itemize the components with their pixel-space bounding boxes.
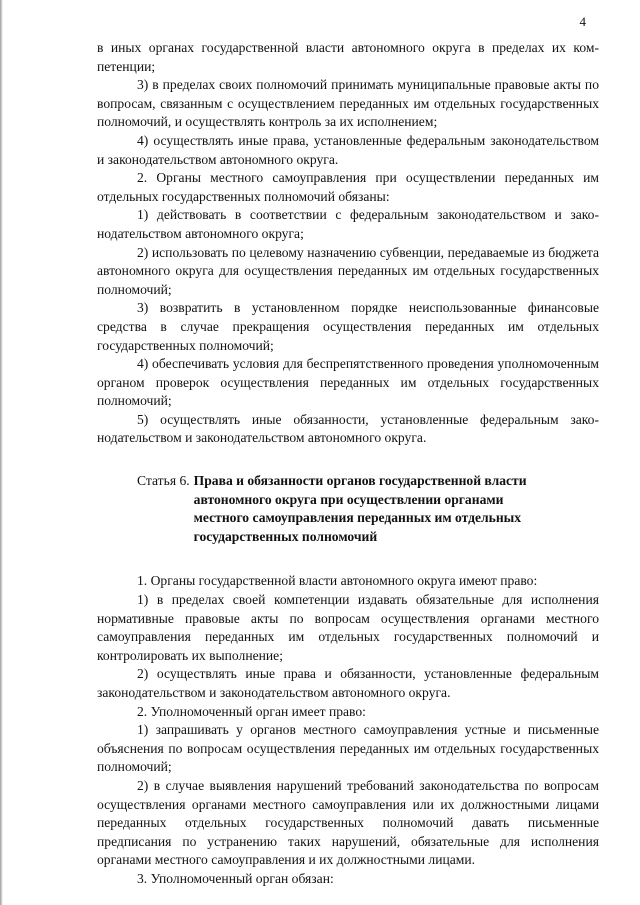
paragraph: 1) в пределах своей компетенции издавать обязательные для исполнения нормативные правовые акты по вопросам осуществления органами местного самоуправления переданных им отдельных государственных полномочий и контролировать их выполнение; (97, 592, 599, 663)
paragraph: 3) в пределах своих полномочий принимать муниципальные правовые акты по вопросам, связанным с осуществлением переданных им отдельных государственных полномочий, и осуществлять контроль за их исполнением; (97, 77, 599, 130)
paragraph: 2. Уполномоченный орган имеет право: (137, 703, 366, 719)
paragraph: 2) использовать по целевому назначению субвенции, передаваемые из бюджета автономного округа для осуществления переданных им отдельных государственных полномочий; (97, 244, 599, 297)
paragraph: 4) осуществлять иные права, установленные федеральным законодательством и законодательством автономного округа. (97, 132, 599, 167)
paragraph: 1) запрашивать у органов местного самоуправления устные и письменные объяснения по вопросам осуществления переданных им отдельных государственных полномочий; (97, 722, 599, 775)
page-number: 4 (579, 14, 586, 29)
paragraph: 3) возвратить в установленном порядке неиспользованные финансовые средства в случае прекращения осуществления переданных им отдельных государственных полномочий; (97, 300, 599, 353)
article-title: Права и обязанности органов государственной власти автономного округа при осуществлении органами местного самоуправления переданных им отдельных государственных полномочий (193, 473, 527, 544)
paragraph: в иных органах государственной власти автономного округа в пределах их компетенции; (97, 40, 599, 74)
paragraphs-before (97, 39, 599, 448)
paragraph: 1. Органы государственной власти автономного округа имеют право: (137, 573, 538, 589)
paragraph: 2) осуществлять иные права и обязанности, установленные федеральным законодательством и законодательством автономного округа. (97, 666, 599, 700)
paragraph: 2. Органы местного самоуправления при осуществлении переданных им отдельных государственных полномочий обязаны: (97, 170, 599, 204)
paragraph: 2) в случае выявления нарушений требований законодательства по вопросам осуществления органами местного самоуправления или их должностными лицами переданных отдельных государственных полномочий давать письменные предписания по устранению таких нарушений, обязательные для исполнения органами местного самоуправления и их должностными лицами. (97, 777, 599, 868)
paragraph: 5) осуществлять иные обязанности, установленные федеральным законодательством и законодательством автономного округа. (97, 411, 599, 446)
article-heading (97, 472, 599, 546)
paragraph: 1) действовать в соответствии с федеральным законодательством и законодательством автономного округа; (97, 207, 599, 241)
article-label: Статья 6. (137, 473, 190, 489)
scan-edge (0, 0, 3, 905)
paragraph: 3. Уполномоченный орган обязан: (137, 870, 334, 886)
document-body (97, 39, 599, 889)
paragraphs-after (97, 572, 599, 888)
paragraph: 4) обеспечивать условия для беспрепятственного проведения уполномоченным органом проверок осуществления переданных им отдельных государственных полномочий; (97, 356, 599, 409)
